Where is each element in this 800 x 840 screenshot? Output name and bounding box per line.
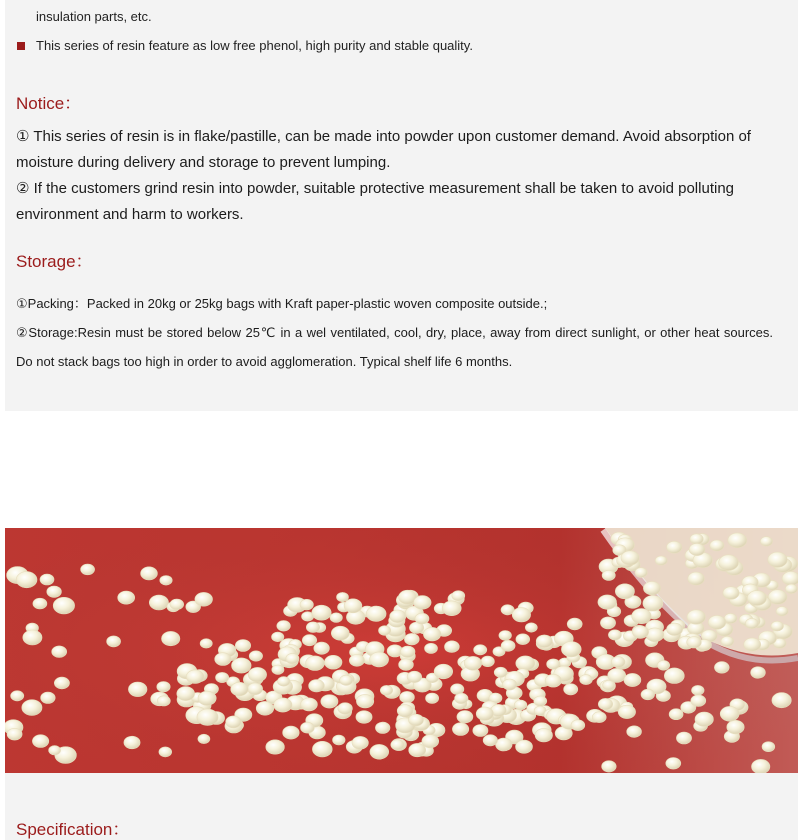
pastille-bead [107, 636, 121, 647]
pastille-bead [159, 747, 172, 757]
pastille-bead [512, 608, 530, 622]
pastille-bead [277, 621, 291, 632]
notice-paragraph [16, 124, 786, 228]
feature-bullet-text: This series of resin feature as low free phenol, high purity and stable quality. [36, 38, 473, 53]
pastille-bead [592, 712, 606, 723]
pastille-bead [300, 599, 313, 610]
pastille-bead [464, 656, 482, 670]
pastille-bead [598, 595, 617, 609]
pastille-bead [306, 656, 325, 671]
pastille-bead [496, 738, 513, 751]
square-bullet-icon [17, 42, 25, 50]
pastille-bead [216, 672, 229, 682]
pastille-bead [571, 720, 585, 731]
pastille-bead [632, 609, 651, 624]
pastille-bead [708, 615, 726, 629]
pastille-bead [157, 682, 170, 692]
pastille-bead [501, 640, 515, 651]
pastille-bead [451, 684, 464, 695]
pastille-bead [603, 680, 615, 690]
pastille-bead [333, 735, 346, 745]
pastille-bead [714, 662, 729, 674]
pastille-bead [534, 696, 547, 706]
pastille-bead [455, 693, 468, 703]
pastille-bead [337, 592, 349, 601]
pastille-bead [666, 758, 681, 770]
pastille-bead [724, 613, 737, 623]
pastille-bead [390, 610, 406, 623]
pastille-bead [198, 691, 216, 705]
pastille-bead [330, 613, 342, 623]
pastille-bead [370, 744, 389, 759]
pastille-bead [53, 597, 74, 614]
pastille-bead [567, 618, 582, 630]
pastille-bead [149, 595, 168, 610]
pastille-bead [312, 741, 332, 757]
resin-pastilles-illustration [5, 528, 798, 773]
resin-pastilles-photo [5, 528, 798, 773]
pastille-bead [624, 673, 641, 686]
pastille-bead [719, 555, 739, 571]
pastille-bead [314, 642, 330, 654]
pastille-bead [16, 572, 37, 588]
pastille-bead [200, 639, 212, 648]
pastille-bead [128, 682, 147, 697]
pastille-bead [157, 696, 170, 706]
pastille-bead [47, 586, 62, 597]
pastille-bead [687, 637, 702, 648]
pastille-bead [286, 653, 299, 663]
pastille-bead [721, 636, 734, 646]
pastille-bead [248, 667, 266, 681]
pastille-bead [324, 655, 342, 669]
pastille-bead [278, 677, 290, 687]
pastille-bead [23, 630, 42, 645]
pastille-bead [445, 641, 460, 653]
pastille-bead [442, 601, 461, 616]
pastille-bead [602, 570, 615, 580]
pastille-bead [274, 698, 292, 712]
pastille-bead [618, 705, 635, 718]
pastille-bead [564, 684, 578, 695]
pastille-bead [7, 728, 22, 740]
pastille-bead [727, 720, 744, 734]
pastille-bead [256, 701, 274, 715]
pastille-bead [306, 622, 319, 633]
notice-item-2: ② If the customers grind resin into powder, suitable protective measurement shall be taken to avoid polluting environment and harm to workers. [16, 180, 735, 223]
pastille-bead [272, 665, 284, 674]
pastille-bead [744, 638, 761, 651]
pastille-bead [772, 693, 791, 708]
pastille-bead [687, 610, 705, 624]
pastille-bead [340, 675, 353, 685]
pastille-bead [321, 695, 338, 708]
pastille-bead [494, 667, 507, 677]
pastille-bead [643, 595, 663, 611]
pastille-bead [249, 651, 262, 661]
pastille-bead [723, 587, 739, 600]
pastille-bead [54, 677, 69, 689]
pastille-bead [11, 691, 24, 701]
pastille-bead [414, 596, 432, 610]
pastille-bead [344, 599, 362, 613]
pastille-bead [170, 599, 184, 610]
pastille-bead [720, 706, 739, 721]
pastille-bead [195, 592, 213, 606]
pastille-bead [266, 740, 285, 754]
pastille-bead [643, 582, 660, 595]
pastille-bead [49, 746, 61, 755]
pastille-bead [162, 631, 180, 645]
pastille-bead [302, 635, 316, 646]
storage-heading: Storage： [16, 252, 93, 271]
pastille-bead [776, 607, 788, 616]
pastille-bead [356, 694, 373, 708]
pastille-bead [545, 674, 561, 687]
pastille-bead [457, 711, 473, 723]
pastille-bead [391, 740, 404, 750]
pastille-bead [771, 621, 784, 631]
pastille-bead [349, 655, 364, 667]
pastille-bead [688, 572, 705, 585]
pastille-bead [422, 735, 439, 748]
pastille-bead [301, 698, 318, 711]
pastille-bead [499, 631, 512, 641]
specification-heading: Specification： [16, 820, 130, 839]
pastille-bead [397, 705, 413, 717]
pastille-bead [473, 725, 488, 737]
pastille-bead [226, 716, 241, 728]
pastille-bead [483, 735, 497, 746]
pastille-bead [692, 685, 705, 695]
pastille-bead [272, 632, 284, 642]
pastille-bead [32, 735, 48, 748]
pastille-bead [635, 568, 647, 578]
pastille-bead [602, 761, 617, 772]
storage-paragraph [16, 289, 773, 376]
pastille-bead [785, 584, 797, 593]
pastille-bead [632, 626, 648, 639]
pastille-bead [641, 689, 655, 700]
pastille-bead [399, 659, 414, 671]
storage-item-packing: ①Packing：Packed in 20kg or 25kg bags with Kraft paper-plastic woven composite outside.; [16, 296, 548, 311]
pastille-bead [379, 626, 391, 636]
pastille-bead [52, 646, 67, 658]
pastille-bead [452, 591, 465, 601]
pastille-bead [667, 623, 683, 635]
pastille-bead [22, 700, 42, 716]
pastille-bead [232, 658, 252, 673]
pastille-bead [695, 712, 713, 726]
pastille-bead [370, 652, 389, 667]
pastille-bead [426, 693, 439, 703]
pastille-bead [655, 556, 667, 565]
application-continuation-text: insulation parts, etc. [36, 9, 152, 24]
pastille-bead [745, 618, 758, 628]
pastille-bead [710, 540, 724, 551]
pastille-bead [728, 533, 747, 548]
pastille-bead [669, 709, 683, 720]
pastille-bead [400, 646, 415, 657]
pastille-bead [621, 551, 639, 565]
pastille-bead [611, 657, 625, 668]
pastille-bead [690, 534, 703, 544]
pastille-bead [231, 682, 248, 696]
pastille-bead [434, 664, 453, 679]
pastille-bead [198, 734, 210, 743]
pastille-bead [331, 626, 349, 640]
pastille-bead [676, 732, 691, 744]
pastille-bead [516, 740, 533, 753]
pastille-bead [691, 695, 706, 707]
pastille-bead [312, 605, 331, 620]
pastille-bead [380, 685, 392, 695]
pastille-bead [404, 633, 419, 645]
pastille-bead [141, 567, 158, 580]
pastille-bead [657, 660, 669, 670]
pastille-bead [215, 653, 231, 666]
pastille-bead [561, 642, 581, 657]
pastille-bead [664, 668, 684, 684]
pastille-bead [160, 576, 172, 586]
pastille-bead [248, 683, 263, 695]
pastille-bead [481, 656, 494, 667]
pastille-bead [476, 707, 493, 720]
pastille-bead [81, 564, 95, 575]
pastille-bead [425, 643, 438, 653]
pastille-bead [782, 572, 798, 586]
pastille-bead [197, 709, 218, 725]
storage-item-storage: ②Storage:Resin must be stored below 25℃ in a wel ventilated, cool, dry, place, away from direct sunlight, or other heat sources. Do not stack bags too high in order to avoid agglomeration. Typical shelf life 6 months. [16, 325, 773, 369]
notice-item-1: ① This series of resin is in flake/pastille, can be made into powder upon customer demand. Avoid absorption of moisture during delivery and storage to prevent lumping. [16, 128, 751, 171]
pastille-bead [503, 679, 517, 690]
pastille-bead [118, 591, 135, 604]
pastille-bead [356, 711, 372, 724]
pastille-bead [514, 700, 527, 710]
pastille-bead [366, 606, 386, 621]
pastille-bead [407, 671, 422, 682]
pastille-bead [33, 598, 47, 609]
pastille-bead [646, 628, 664, 642]
pastille-bead [689, 543, 705, 555]
pastille-bead [423, 627, 440, 641]
pastille-bead [409, 743, 426, 756]
pastille-bead [40, 574, 54, 585]
pastille-bead [600, 617, 615, 629]
pastille-bead [301, 722, 315, 733]
pastille-bead [186, 670, 204, 684]
pastille-bead [452, 723, 468, 736]
pastille-bead [41, 692, 56, 703]
pastille-bead [768, 552, 787, 567]
pastille-bead [309, 680, 325, 692]
pastille-bead [177, 687, 195, 701]
pastille-bead [536, 635, 552, 648]
pastille-bead [338, 703, 353, 714]
pastille-bead [516, 656, 535, 671]
pastille-bead [235, 640, 250, 652]
pastille-bead [400, 691, 415, 703]
pastille-bead [525, 623, 537, 632]
pastille-bead [615, 584, 634, 599]
pastille-bead [608, 630, 621, 640]
feature-bullet [17, 38, 473, 53]
pastille-bead [747, 591, 766, 606]
pastille-bead [375, 722, 390, 733]
pastille-bead [474, 645, 487, 655]
pastille-bead [762, 742, 775, 752]
pastille-bead [352, 736, 368, 749]
pastille-bead [580, 675, 593, 685]
pastille-bead [124, 736, 140, 749]
pastille-bead [283, 726, 300, 739]
pastille-bead [627, 726, 642, 738]
pastille-bead [752, 759, 770, 773]
pastille-bead [751, 667, 766, 679]
notice-heading: Notice： [16, 94, 82, 113]
pastille-bead [415, 613, 429, 624]
pastille-bead [516, 634, 530, 645]
pastille-bead [535, 728, 552, 742]
pastille-bead [598, 698, 612, 709]
pastille-bead [667, 541, 682, 553]
pastille-bead [409, 714, 424, 726]
pastille-bead [760, 537, 772, 547]
